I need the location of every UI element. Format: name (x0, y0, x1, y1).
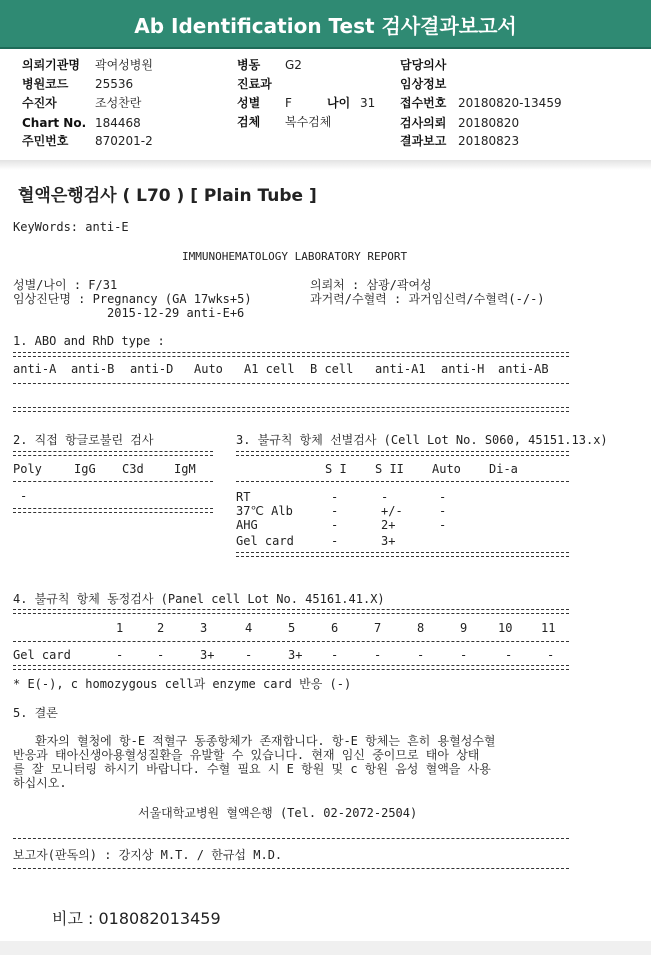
diagnosis-line-2: 2015-12-29 anti-E+6 (107, 306, 245, 320)
specimen-value: 복수검체 (285, 115, 332, 129)
screen-value: - (439, 490, 447, 504)
patient-name-label: 수진자 (22, 96, 57, 110)
reporter-line: 보고자(판독의) : 강지상 M.T. / 한규섭 M.D. (13, 848, 283, 862)
conclusion-line: 하십시오. (13, 776, 67, 790)
resident-id-label: 주민번호 (22, 134, 69, 148)
footer-band (0, 941, 651, 955)
panel-col: 8 (417, 621, 425, 635)
accession-label: 접수번호 (400, 96, 447, 110)
patient-info-panel (0, 49, 651, 159)
resident-id-value: 870201-2 (95, 134, 153, 148)
diagnosis-line-1: 임상진단명 : Pregnancy (GA 17wks+5) (13, 292, 252, 306)
panel-value: - (547, 648, 555, 662)
screen-value: - (331, 490, 339, 504)
screen-heading: 3. 불규칙 항체 선별검사 (Cell Lot No. S060, 45151.13.x) (236, 433, 608, 447)
clinical-info-label: 임상정보 (400, 77, 447, 91)
report-date-value: 20180823 (458, 134, 520, 148)
panel-col: 5 (288, 621, 296, 635)
dat-result: - (20, 489, 28, 503)
request-date-label: 검사의뢰 (400, 116, 447, 130)
section-divider (0, 160, 651, 170)
screen-col-s1: S I (325, 462, 347, 476)
dat-col-c3d: C3d (122, 462, 144, 476)
abo-col-b-cell: B cell (310, 362, 354, 376)
screen-phase-37c: 37℃ Alb (236, 504, 293, 518)
panel-value: - (331, 648, 339, 662)
screen-value: - (331, 518, 339, 532)
report-header-title: Ab Identification Test 검사결과보고서 (134, 14, 517, 38)
panel-col: 10 (498, 621, 513, 635)
keywords: KeyWords: anti-E (13, 220, 129, 234)
report-date-label: 결과보고 (400, 134, 447, 148)
panel-col: 9 (460, 621, 468, 635)
screen-col-s2: S II (375, 462, 404, 476)
panel-value: 3+ (200, 648, 215, 662)
abo-heading: 1. ABO and RhD type : (13, 334, 165, 348)
history-line: 과거력/수혈력 : 과거임신력/수혈력(-/-) (310, 292, 545, 306)
screen-value: - (331, 504, 339, 518)
single-rule (13, 481, 213, 482)
abo-col-a1-cell: A1 cell (244, 362, 295, 376)
ward-label: 병동 (237, 58, 261, 72)
institution-value: 곽여성병원 (95, 58, 153, 72)
request-date-value: 20180820 (458, 116, 520, 130)
abo-col-anti-a: anti-A (13, 362, 57, 376)
report-title: 혈액은행검사 ( L70 ) [ Plain Tube ] (18, 186, 317, 206)
conclusion-heading: 5. 결론 (13, 706, 58, 720)
hospital-code-value: 25536 (95, 77, 134, 91)
abo-col-anti-d: anti-D (130, 362, 174, 376)
screen-phase-gel-card: Gel card (236, 534, 294, 548)
panel-value: - (417, 648, 425, 662)
conclusion-line: 를 잘 모니터링 하시기 바랍니다. 수혈 필요 시 E 항원 및 c 항원 음성 혈액을 사용 (13, 762, 491, 776)
panel-col: 4 (245, 621, 253, 635)
physician-label: 담당의사 (400, 58, 447, 72)
screen-value: - (439, 518, 447, 532)
panel-value: - (460, 648, 468, 662)
panel-value: - (505, 648, 513, 662)
panel-value: - (245, 648, 253, 662)
screen-col-dia: Di-a (489, 462, 518, 476)
double-rule (13, 352, 569, 357)
panel-col: 2 (157, 621, 165, 635)
sex-label: 성별 (237, 96, 261, 110)
panel-value: - (116, 648, 124, 662)
double-rule (236, 552, 569, 557)
conclusion-line: 반응과 태아신생아용혈성질환을 유발할 수 있습니다. 현재 임신 중이므로 태아 상태 (13, 748, 480, 762)
dat-col-igm: IgM (174, 462, 196, 476)
single-rule (236, 481, 569, 482)
single-rule (13, 383, 569, 384)
hospital-contact: 서울대학교병원 혈액은행 (Tel. 02-2072-2504) (138, 806, 418, 820)
panel-col: 6 (331, 621, 339, 635)
panel-col: 7 (374, 621, 382, 635)
sex-value: F (285, 96, 292, 110)
chart-no-value: 184468 (95, 116, 141, 130)
double-rule (236, 451, 569, 456)
panel-value: - (374, 648, 382, 662)
double-rule (13, 451, 213, 456)
department-label: 진료과 (237, 77, 272, 91)
panel-col: 3 (200, 621, 208, 635)
panel-heading: 4. 불규칙 항체 동정검사 (Panel cell Lot No. 45161.41.X) (13, 592, 385, 606)
sex-age-line: 성별/나이 : F/31 (13, 278, 118, 292)
dat-col-igg: IgG (74, 462, 96, 476)
age-label: 나이 (327, 96, 351, 110)
screen-value: 3+ (381, 534, 396, 548)
screen-value: - (331, 534, 339, 548)
double-rule (13, 407, 569, 412)
screen-value: - (381, 490, 389, 504)
panel-value: - (157, 648, 165, 662)
panel-footnote: * E(-), c homozygous cell과 enzyme card 반응 (-) (13, 677, 352, 691)
chart-no-label: Chart No. (22, 116, 87, 130)
panel-col: 11 (541, 621, 556, 635)
report-header (0, 0, 651, 49)
screen-col-auto: Auto (432, 462, 461, 476)
abo-col-auto: Auto (194, 362, 223, 376)
abo-col-anti-b: anti-B (71, 362, 115, 376)
remarks-note: 비고 : 018082013459 (52, 909, 221, 928)
panel-row-label: Gel card (13, 648, 71, 662)
double-rule (13, 508, 213, 513)
ward-value: G2 (285, 58, 302, 72)
dat-col-poly: Poly (13, 462, 42, 476)
referrer-line: 의뢰처 : 삼광/곽여성 (310, 278, 432, 292)
lab-title: IMMUNOHEMATOLOGY LABORATORY REPORT (182, 250, 408, 263)
screen-value: - (439, 504, 447, 518)
screen-phase-ahg: AHG (236, 518, 258, 532)
specimen-label: 검체 (237, 115, 261, 129)
accession-value: 20180820-13459 (458, 96, 562, 110)
institution-label: 의뢰기관명 (22, 58, 80, 72)
double-rule (13, 665, 569, 670)
screen-phase-rt: RT (236, 490, 251, 504)
single-rule (13, 641, 569, 642)
double-rule (13, 609, 569, 614)
panel-col: 1 (116, 621, 124, 635)
screen-value: 2+ (381, 518, 396, 532)
conclusion-line: 환자의 혈청에 항-E 적혈구 동종항체가 존재합니다. 항-E 항체는 흔히 용혈성수혈 (35, 734, 496, 748)
abo-col-anti-a1: anti-A1 (375, 362, 426, 376)
hospital-code-label: 병원코드 (22, 77, 69, 91)
patient-name-value: 조성찬란 (95, 96, 142, 110)
age-value: 31 (360, 96, 376, 110)
single-rule (13, 838, 569, 839)
screen-value: +/- (381, 504, 403, 518)
panel-value: 3+ (288, 648, 303, 662)
single-rule (13, 868, 569, 869)
dat-heading: 2. 직접 항글로불린 검사 (13, 433, 154, 447)
abo-col-anti-h: anti-H (441, 362, 485, 376)
abo-col-anti-ab: anti-AB (498, 362, 549, 376)
